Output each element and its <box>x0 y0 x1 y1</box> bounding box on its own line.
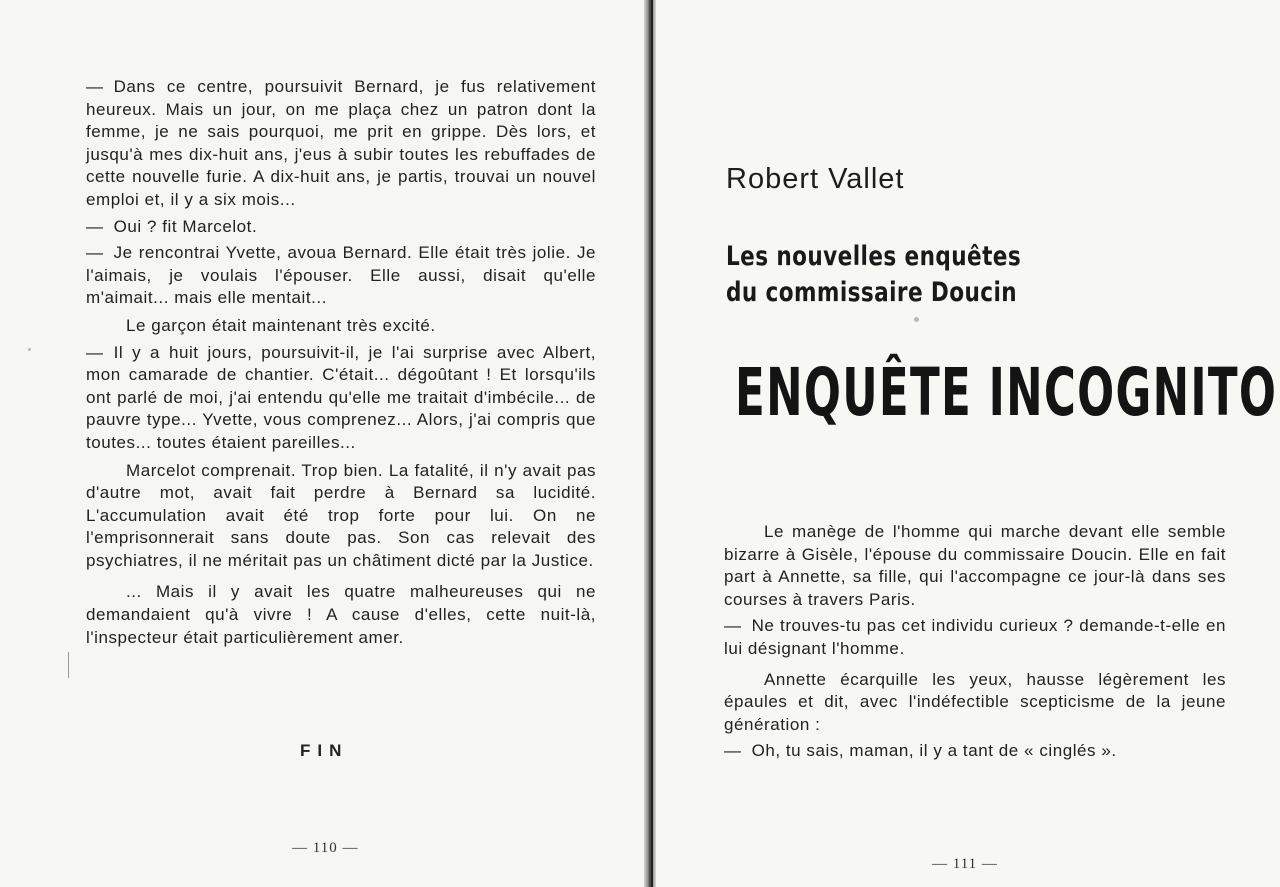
dialogue-dash: — <box>724 741 742 761</box>
author-name: Robert Vallet <box>726 163 905 195</box>
paragraph-text: Ne trouves-tu pas cet individu curieux ? demande-t-elle en lui désignant l'homme. <box>724 616 1226 658</box>
paragraph: Marcelot comprenait. Trop bien. La fatalité, il n'y avait pas d'autre mot, avait fait perdre à Bernard sa lucidité. L'accumulation avait été trop forte pour lui. On ne l'emprisonnerait sans doute pas. Son cas relevait des psychiatres, il ne méritait pas un châtiment dicté par la Justice. <box>86 460 596 570</box>
margin-mark <box>68 652 69 678</box>
book-gutter <box>644 0 656 887</box>
gutter-line <box>651 0 653 887</box>
dialogue-dash: — <box>86 342 104 362</box>
right-page-text <box>724 521 1226 763</box>
paragraph: Annette écarquille les yeux, hausse légèrement les épaules et dit, avec l'indéfectible scepticisme de la jeune génération : <box>724 669 1226 734</box>
series-title <box>726 239 1021 311</box>
paragraph <box>86 242 596 310</box>
paragraph-text: Je rencontrai Yvette, avoua Bernard. Elle était très jolie. Je l'aimais, je voulais l'épouser. Elle aussi, disait qu'elle m'aimait... mais elle mentait... <box>86 243 596 308</box>
paragraph: Le manège de l'homme qui marche devant elle semble bizarre à Gisèle, l'épouse du commissaire Doucin. Elle en fait part à Annette, sa fille, qui l'accompagne ce jour-là dans ses courses à travers Paris. <box>724 522 1226 609</box>
dialogue-dash: — <box>86 77 104 96</box>
paper-speck <box>28 348 31 351</box>
dialogue-dash: — <box>86 216 104 236</box>
left-page-text <box>86 76 596 649</box>
series-line-2: du commissaire Doucin <box>726 277 1018 308</box>
paragraph <box>86 342 596 455</box>
paragraph <box>86 76 596 212</box>
book-title: ENQUÊTE INCOGNITO <box>735 354 1278 431</box>
end-marker: FIN <box>300 741 349 760</box>
paragraph-text: Oh, tu sais, maman, il y a tant de « cinglés ». <box>751 741 1117 761</box>
paragraph-text: Dans ce centre, poursuivit Bernard, je fus relativement heureux. Mais un jour, on me plaça chez un patron dont la femme, je ne sais pourquoi, me prit en grippe. Dès lors, et jusqu'à mes dix-huit ans, j'eus à subir toutes les rebuffades de cette nouvelle furie. A dix-huit ans, je partis, trouvai un nouvel emploi et, il y a six mois... <box>86 77 596 209</box>
paragraph <box>724 615 1226 660</box>
dialogue-dash: — <box>724 616 742 636</box>
paragraph-text: Oui ? fit Marcelot. <box>113 216 258 236</box>
page-number-right: — 111 — <box>932 856 998 872</box>
paragraph-text: Il y a huit jours, poursuivit-il, je l'ai surprise avec Albert, mon camarade de chantier. C'était... dégoûtant ! Et lorsqu'ils ont parlé de moi, j'ai entendu qu'elle me traitait d'imbécile... de pauvre type... Yvette, vous comprenez... Alors, j'ai compris que toutes... toutes étaient pareilles... <box>86 342 596 452</box>
paper-speck <box>914 317 919 322</box>
paragraph <box>724 740 1226 763</box>
paragraph: Le garçon était maintenant très excité. <box>126 315 436 335</box>
page-number-left: — 110 — <box>292 840 359 856</box>
paragraph <box>86 216 596 239</box>
paragraph: ... Mais il y avait les quatre malheureuses qui ne demandaient qu'à vivre ! A cause d'elles, cette nuit-là, l'inspecteur était particulièrement amer. <box>86 582 596 647</box>
dialogue-dash: — <box>86 243 104 263</box>
series-line-1: Les nouvelles enquêtes <box>726 241 1022 272</box>
